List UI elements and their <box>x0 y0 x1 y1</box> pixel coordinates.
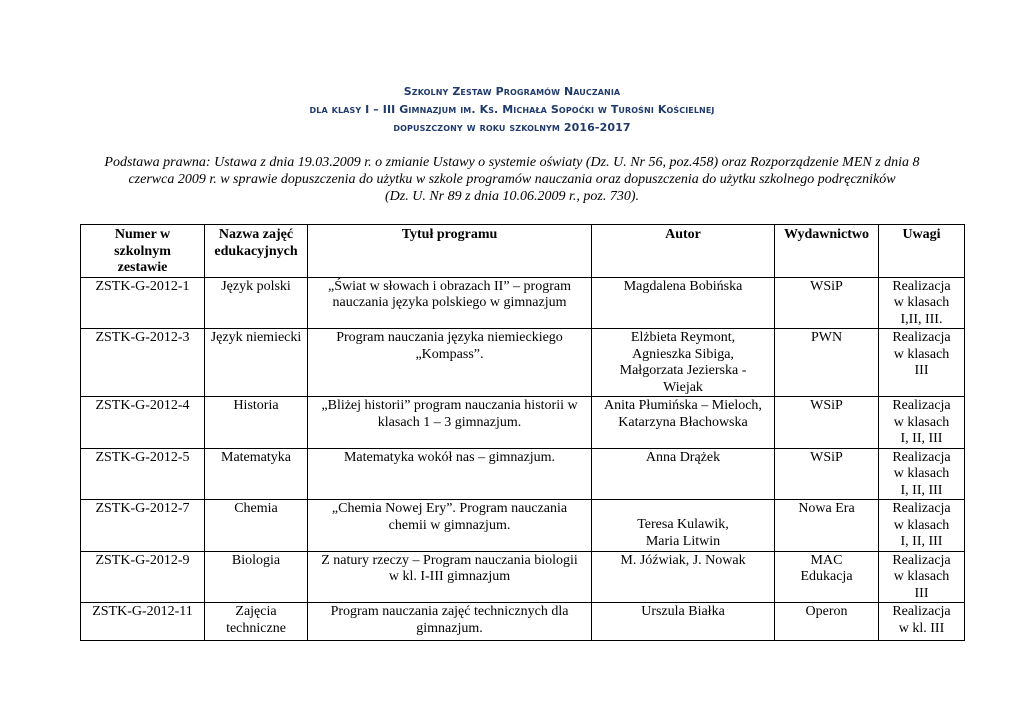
cell-number: ZSTK-G-2012-7 <box>81 500 205 552</box>
legal-basis <box>80 154 944 205</box>
legal-basis-line: Podstawa prawna: Ustawa z dnia 19.03.2009 r. o zmianie Ustawy o systemie oświaty (Dz. U. Nr 56, poz.458) oraz Rozporządzenie MEN z dnia 8 <box>104 155 920 170</box>
cell-notes: Realizacja w klasach I, II, III <box>879 500 965 552</box>
cell-publisher: WSiP <box>775 448 879 500</box>
cell-publisher: MAC Edukacja <box>775 551 879 603</box>
cell-number: ZSTK-G-2012-3 <box>81 329 205 397</box>
cell-number: ZSTK-G-2012-4 <box>81 397 205 449</box>
table-row <box>81 329 965 397</box>
legal-basis-line: czerwca 2009 r. w sprawie dopuszczenia do użytku w szkole programów nauczania oraz dopuszczenia do użytku szkolnego podręczników <box>128 172 896 187</box>
cell-subject: Matematyka <box>205 448 308 500</box>
cell-notes: Realizacja w klasach III <box>879 551 965 603</box>
column-header-publisher: Wydawnictwo <box>775 225 879 278</box>
cell-notes: Realizacja w kl. III <box>879 603 965 641</box>
cell-subject: Język polski <box>205 277 308 329</box>
cell-title: Z natury rzeczy – Program nauczania biologii w kl. I-III gimnazjum <box>308 551 592 603</box>
cell-subject: Biologia <box>205 551 308 603</box>
cell-publisher: Nowa Era <box>775 500 879 552</box>
cell-number: ZSTK-G-2012-1 <box>81 277 205 329</box>
table-row <box>81 397 965 449</box>
column-header-title: Tytuł programu <box>308 225 592 278</box>
cell-title: „Bliżej historii” program nauczania historii w klasach 1 – 3 gimnazjum. <box>308 397 592 449</box>
cell-notes: Realizacja w klasach III <box>879 329 965 397</box>
cell-publisher: WSiP <box>775 277 879 329</box>
cell-subject: Historia <box>205 397 308 449</box>
cell-publisher: PWN <box>775 329 879 397</box>
column-header-author: Autor <box>592 225 775 278</box>
table-row <box>81 603 965 641</box>
cell-publisher: WSiP <box>775 397 879 449</box>
document-title: Szkolny Zestaw Programów Nauczania <box>403 85 621 98</box>
cell-author: Elżbieta Reymont, Agnieszka Sibiga, Małgorzata Jezierska - Wiejak <box>592 329 775 397</box>
cell-title: Program nauczania języka niemieckiego „Kompass”. <box>308 329 592 397</box>
programs-table <box>80 224 965 641</box>
cell-author: Teresa Kulawik, Maria Litwin <box>592 500 775 552</box>
column-header-number: Numer w szkolnym zestawie <box>81 225 205 278</box>
cell-number: ZSTK-G-2012-5 <box>81 448 205 500</box>
cell-author: Anita Płumińska – Mieloch, Katarzyna Błachowska <box>592 397 775 449</box>
cell-title: Program nauczania zajęć technicznych dla gimnazjum. <box>308 603 592 641</box>
document-school-year: dopuszczony w roku szkolnym 2016-2017 <box>393 121 631 134</box>
cell-title: „Świat w słowach i obrazach II” – program nauczania języka polskiego w gimnazjum <box>308 277 592 329</box>
cell-author: M. Jóźwiak, J. Nowak <box>592 551 775 603</box>
document-subtitle: dla klasy I – III Gimnazjum im. Ks. Michała Sopoćki w Turośni Kościelnej <box>309 103 715 116</box>
cell-number: ZSTK-G-2012-11 <box>81 603 205 641</box>
cell-title: Matematyka wokół nas – gimnazjum. <box>308 448 592 500</box>
table-header-row <box>81 225 965 278</box>
cell-number: ZSTK-G-2012-9 <box>81 551 205 603</box>
cell-subject: Chemia <box>205 500 308 552</box>
cell-notes: Realizacja w klasach I, II, III <box>879 397 965 449</box>
cell-author: Urszula Białka <box>592 603 775 641</box>
table-row <box>81 551 965 603</box>
table-row <box>81 500 965 552</box>
cell-subject: Zajęcia techniczne <box>205 603 308 641</box>
cell-title: „Chemia Nowej Ery”. Program nauczania chemii w gimnazjum. <box>308 500 592 552</box>
legal-basis-line: (Dz. U. Nr 89 z dnia 10.06.2009 r., poz. 730). <box>385 189 639 204</box>
cell-subject: Język niemiecki <box>205 329 308 397</box>
column-header-subject: Nazwa zajęć edukacyjnych <box>205 225 308 278</box>
cell-publisher: Operon <box>775 603 879 641</box>
cell-author: Anna Drążek <box>592 448 775 500</box>
table-row <box>81 448 965 500</box>
table-row <box>81 277 965 329</box>
cell-author: Magdalena Bobińska <box>592 277 775 329</box>
column-header-notes: Uwagi <box>879 225 965 278</box>
cell-notes: Realizacja w klasach I, II, III <box>879 448 965 500</box>
cell-notes: Realizacja w klasach I,II, III. <box>879 277 965 329</box>
